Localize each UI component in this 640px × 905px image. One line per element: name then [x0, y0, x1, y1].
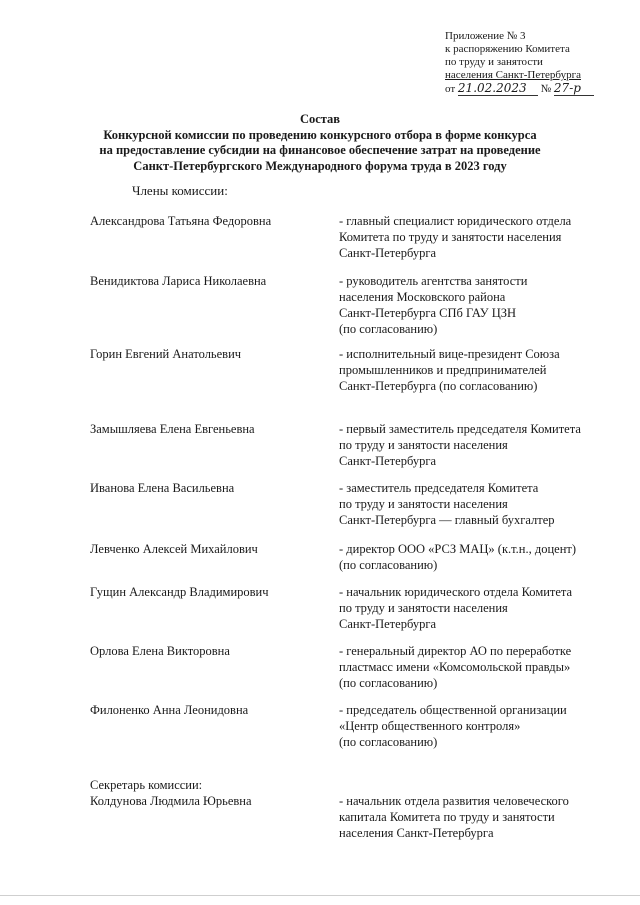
appendix-line: Приложение № 3	[445, 30, 526, 42]
member-name: Венидиктова Лариса Николаевна	[90, 274, 267, 288]
role-line: Санкт-Петербурга	[339, 454, 437, 468]
member-role	[339, 480, 599, 528]
member-name: Александрова Татьяна Федоровна	[90, 214, 272, 228]
scan-artifact-line	[0, 895, 640, 896]
secretary-name: Колдунова Людмила Юрьевна	[90, 794, 252, 808]
role-line: - начальник отдела развития человеческого	[339, 794, 569, 808]
member-role	[339, 273, 599, 337]
role-line: (по согласованию)	[339, 558, 438, 572]
secretary-role	[339, 793, 599, 841]
role-line: - заместитель председателя Комитета	[339, 481, 539, 495]
role-line: Санкт-Петербурга (по согласованию)	[339, 379, 538, 393]
role-line: - руководитель агентства занятости	[339, 274, 528, 288]
appendix-line: населения Санкт-Петербурга	[445, 69, 581, 81]
member-name: Иванова Елена Васильевна	[90, 481, 235, 495]
title-line: Конкурсной комиссии по проведению конкурсного отбора в форме конкурса	[103, 127, 537, 142]
member-role	[339, 421, 599, 469]
role-line: по труду и занятости населения	[339, 438, 508, 452]
appendix-line: к распоряжению Комитета	[445, 43, 570, 55]
appendix-line: по труду и занятости	[445, 56, 543, 68]
role-line: (по согласованию)	[339, 735, 438, 749]
role-line: (по согласованию)	[339, 676, 438, 690]
appendix-block	[445, 30, 594, 96]
role-line: - начальник юридического отдела Комитета	[339, 585, 573, 599]
role-line: - председатель общественной организации	[339, 703, 567, 717]
role-line: «Центр общественного контроля»	[339, 719, 521, 733]
role-line: - главный специалист юридического отдела	[339, 214, 572, 228]
title-line: на предоставление субсидии на финансовое обеспечение затрат на проведение	[99, 143, 541, 157]
member-name: Горин Евгений Анатольевич	[90, 347, 242, 361]
role-line: капитала Комитета по труду и занятости	[339, 810, 555, 824]
member-name: Замышляева Елена Евгеньевна	[90, 422, 255, 436]
member-name: Гущин Александр Владимирович	[90, 585, 269, 599]
role-line: по труду и занятости населения	[339, 601, 508, 615]
role-line: Санкт-Петербурга — главный бухгалтер	[339, 513, 555, 527]
number-prefix: №	[540, 83, 552, 95]
member-role	[339, 702, 599, 750]
member-name: Филоненко Анна Леонидовна	[90, 703, 249, 717]
member-role	[339, 643, 599, 691]
role-line: Санкт-Петербурга	[339, 246, 437, 260]
member-name: Левченко Алексей Михайлович	[90, 542, 258, 556]
role-line: - директор ООО «РСЗ МАЦ» (к.т.н., доцент)	[339, 542, 577, 556]
title-line: Санкт-Петербургского Международного форума труда в 2023 году	[133, 158, 507, 173]
member-name: Орлова Елена Викторовна	[90, 644, 230, 658]
role-line: Комитета по труду и занятости населения	[339, 230, 562, 244]
role-line: - исполнительный вице-президент Союза	[339, 347, 560, 361]
role-line: (по согласованию)	[339, 322, 438, 336]
role-line: - первый заместитель председателя Комитета	[339, 422, 581, 436]
role-line: Санкт-Петербурга	[339, 617, 437, 631]
role-line: населения Санкт-Петербурга	[339, 826, 494, 840]
member-role	[339, 541, 599, 573]
member-role	[339, 584, 599, 632]
role-line: населения Московского района	[339, 290, 506, 304]
role-line: пластмасс имени «Комсомольской правды»	[339, 660, 571, 674]
date-prefix: от	[445, 83, 456, 95]
member-role	[339, 346, 599, 394]
role-line: Санкт-Петербурга СПб ГАУ ЦЗН	[339, 306, 517, 320]
appendix-date-line	[445, 82, 594, 96]
role-line: промышленников и предпринимателей	[339, 363, 547, 377]
secretary-label: Секретарь комиссии:	[90, 778, 203, 792]
role-line: по труду и занятости населения	[339, 497, 508, 511]
number-handwritten: 27-р	[554, 82, 594, 96]
document-title	[60, 112, 580, 174]
role-line: - генеральный директор АО по переработке	[339, 644, 572, 658]
title-line: Состав	[299, 112, 341, 126]
date-handwritten: 21.02.2023	[458, 82, 538, 96]
members-label: Члены комиссии:	[132, 183, 228, 198]
member-role	[339, 213, 599, 261]
